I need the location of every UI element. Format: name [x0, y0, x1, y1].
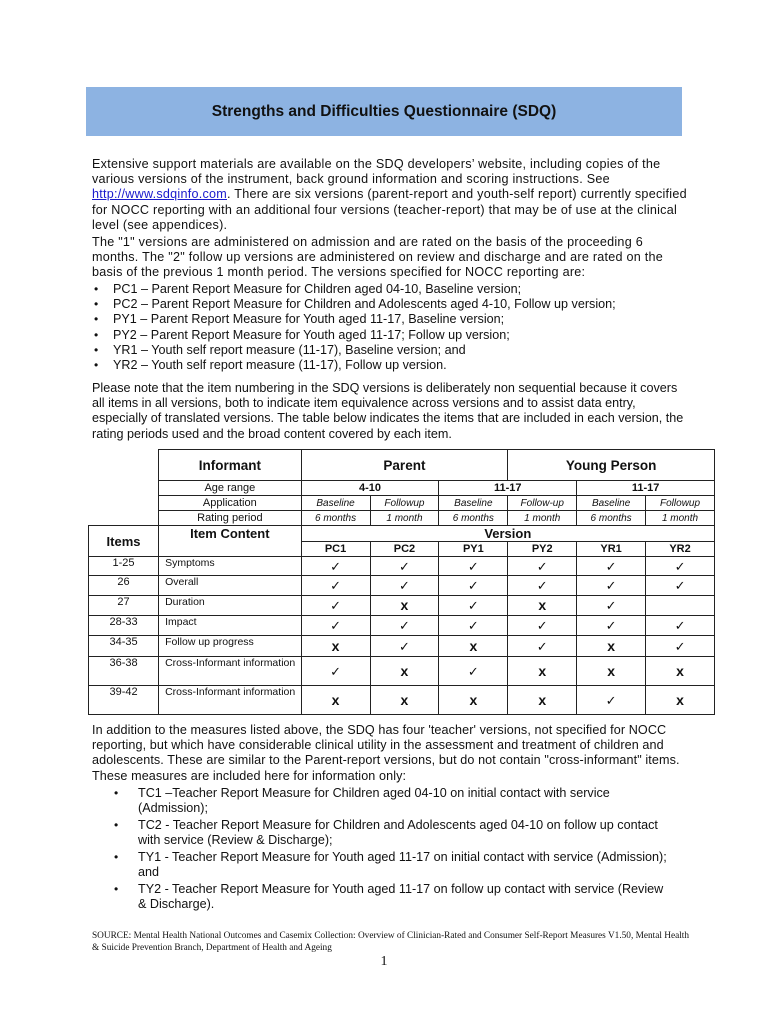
- x-mark-icon: x: [370, 657, 439, 686]
- x-mark-icon: x: [301, 636, 370, 657]
- table-row: [89, 557, 715, 576]
- rating-period-cell: 1 month: [646, 511, 715, 526]
- check-mark-icon: ✓: [646, 636, 715, 657]
- item-content-cell: Follow up progress: [159, 636, 302, 657]
- x-mark-icon: x: [577, 657, 646, 686]
- check-mark-icon: ✓: [646, 557, 715, 576]
- list-item: • YR1 – Youth self report measure (11-17), Baseline version; and: [92, 343, 702, 358]
- x-mark-icon: x: [439, 686, 508, 715]
- list-item: • PC1 – Parent Report Measure for Children aged 04-10, Baseline version;: [92, 282, 702, 297]
- item-rows: [89, 557, 715, 715]
- check-mark-icon: ✓: [439, 576, 508, 596]
- list-item: • TC1 –Teacher Report Measure for Children aged 04-10 on initial contact with service (Admission);: [110, 786, 670, 816]
- check-mark-icon: ✓: [508, 557, 577, 576]
- item-content-cell: Symptoms: [159, 557, 302, 576]
- check-mark-icon: ✓: [439, 557, 508, 576]
- item-content-cell: Duration: [159, 596, 302, 616]
- informant-header: Informant: [159, 450, 302, 481]
- intro-text: Extensive support materials are available on the SDQ developers’ website, including copies of the various versions of the instrument, back ground information and scoring instructions. See: [92, 157, 661, 187]
- sdq-version-table: [88, 449, 715, 715]
- check-mark-icon: ✓: [577, 686, 646, 715]
- check-mark-icon: ✓: [646, 616, 715, 636]
- version-code-py2: PY2: [508, 542, 577, 557]
- x-mark-icon: x: [646, 686, 715, 715]
- version-code-py1: PY1: [439, 542, 508, 557]
- table-row: [89, 657, 715, 686]
- check-mark-icon: ✓: [646, 576, 715, 596]
- check-mark-icon: ✓: [577, 616, 646, 636]
- check-mark-icon: ✓: [301, 596, 370, 616]
- version-code-yr2: YR2: [646, 542, 715, 557]
- version-header: Version: [301, 526, 714, 542]
- check-mark-icon: ✓: [370, 636, 439, 657]
- x-mark-icon: x: [508, 596, 577, 616]
- item-numbering-note: Please note that the item numbering in the SDQ versions is deliberately non sequential because it covers all items in all versions, both to indicate item equivalence across versions and to assist data entry, especially of translated versions. The table below indicates the items that are included in each version, the rating periods used and the broad content covered by each item.: [92, 381, 684, 441]
- intro-paragraph-1: [92, 157, 692, 233]
- items-header: Items: [89, 526, 159, 557]
- application-cell: Baseline: [577, 496, 646, 511]
- item-content-cell: Cross-Informant information: [159, 686, 302, 715]
- sdqinfo-link[interactable]: http://www.sdqinfo.com: [92, 187, 227, 202]
- x-mark-icon: x: [508, 686, 577, 715]
- list-item: • YR2 – Youth self report measure (11-17), Follow up version.: [92, 358, 702, 373]
- application-cell: Baseline: [301, 496, 370, 511]
- age-range-cell: 11-17: [577, 481, 715, 496]
- intro-paragraph-2: The "1" versions are administered on admission and are rated on the basis of the proceeding 6 months. The "2" follow up versions are administered on review and discharge and are rated on the basis of the previous 1 month period. The versions specified for NOCC reporting are:: [92, 235, 664, 280]
- blank-cell: [89, 450, 159, 481]
- age-range-cell: 11-17: [439, 481, 577, 496]
- title-banner: [86, 87, 682, 136]
- rating-period-cell: 6 months: [301, 511, 370, 526]
- application-cell: Followup: [646, 496, 715, 511]
- list-item: • PY1 – Parent Report Measure for Youth aged 11-17, Baseline version;: [92, 312, 702, 327]
- version-code-pc2: PC2: [370, 542, 439, 557]
- version-code-pc1: PC1: [301, 542, 370, 557]
- check-mark-icon: ✓: [439, 616, 508, 636]
- page-title: Strengths and Difficulties Questionnaire (SDQ): [211, 102, 557, 120]
- check-mark-icon: ✓: [370, 616, 439, 636]
- table-row: [89, 576, 715, 596]
- check-mark-icon: ✓: [370, 576, 439, 596]
- list-item: • TY2 - Teacher Report Measure for Youth aged 11-17 on follow up contact with service (Review & Discharge).: [110, 882, 670, 912]
- blank-cell: [89, 481, 159, 496]
- item-number-cell: 27: [89, 596, 159, 616]
- x-mark-icon: x: [646, 657, 715, 686]
- check-mark-icon: ✓: [508, 636, 577, 657]
- check-mark-icon: ✓: [577, 576, 646, 596]
- blank-cell: [89, 496, 159, 511]
- page-number: 1: [380, 954, 388, 969]
- item-content-cell: Impact: [159, 616, 302, 636]
- check-mark-icon: ✓: [577, 557, 646, 576]
- rating-period-cell: 6 months: [577, 511, 646, 526]
- check-mark-icon: ✓: [439, 596, 508, 616]
- x-mark-icon: x: [301, 686, 370, 715]
- teacher-version-list: [110, 786, 670, 914]
- x-mark-icon: x: [439, 636, 508, 657]
- x-mark-icon: x: [508, 657, 577, 686]
- empty-cell: [646, 596, 715, 616]
- rating-period-cell: 1 month: [370, 511, 439, 526]
- item-number-cell: 39-42: [89, 686, 159, 715]
- item-number-cell: 26: [89, 576, 159, 596]
- item-content-cell: Cross-Informant information: [159, 657, 302, 686]
- intro-text-continued: . There are six versions (parent-report and youth-self report) currently specified for NOCC reporting with an additional four versions (teacher-report) that may be of use at the clinical level (see appendices).: [92, 187, 687, 232]
- check-mark-icon: ✓: [370, 557, 439, 576]
- check-mark-icon: ✓: [301, 657, 370, 686]
- rating-period-cell: 6 months: [439, 511, 508, 526]
- table-row: [89, 596, 715, 616]
- x-mark-icon: x: [370, 596, 439, 616]
- application-cell: Baseline: [439, 496, 508, 511]
- application-cell: Followup: [370, 496, 439, 511]
- version-code-yr1: YR1: [577, 542, 646, 557]
- item-number-cell: 36-38: [89, 657, 159, 686]
- table-row: [89, 636, 715, 657]
- application-cell: Follow-up: [508, 496, 577, 511]
- list-item: • PY2 – Parent Report Measure for Youth aged 11-17; Follow up version;: [92, 328, 702, 343]
- list-item: • PC2 – Parent Report Measure for Children and Adolescents aged 4-10, Follow up version;: [92, 297, 702, 312]
- table-row: [89, 686, 715, 715]
- item-number-cell: 28-33: [89, 616, 159, 636]
- parent-header: Parent: [301, 450, 508, 481]
- table-row: [89, 616, 715, 636]
- item-number-cell: 1-25: [89, 557, 159, 576]
- source-footnote: SOURCE: Mental Health National Outcomes and Casemix Collection: Overview of Clinician-Rated and Consumer Self-Report Measures V1.50, Mental Health & Suicide Prevention Branch, Department of Health and Ageing: [92, 931, 690, 953]
- age-range-label: Age range: [159, 481, 302, 496]
- item-content-header: Item Content: [159, 526, 302, 557]
- x-mark-icon: x: [577, 636, 646, 657]
- blank-cell: [89, 511, 159, 526]
- list-item: • TC2 - Teacher Report Measure for Children and Adolescents aged 04-10 on follow up contact with service (Review & Discharge);: [110, 818, 670, 848]
- check-mark-icon: ✓: [301, 557, 370, 576]
- rating-period-label: Rating period: [159, 511, 302, 526]
- list-item: • TY1 - Teacher Report Measure for Youth aged 11-17 on initial contact with service (Admission); and: [110, 850, 670, 880]
- item-number-cell: 34-35: [89, 636, 159, 657]
- rating-period-cell: 1 month: [508, 511, 577, 526]
- young-person-header: Young Person: [508, 450, 715, 481]
- application-label: Application: [159, 496, 302, 511]
- age-range-cell: 4-10: [301, 481, 439, 496]
- item-content-cell: Overall: [159, 576, 302, 596]
- check-mark-icon: ✓: [301, 576, 370, 596]
- nocc-version-list: [92, 282, 702, 373]
- check-mark-icon: ✓: [508, 616, 577, 636]
- teacher-versions-intro: In addition to the measures listed above, the SDQ has four 'teacher' versions, not specified for NOCC reporting, but which have considerable clinical utility in the assessment and treatment of children and adolescents. These are similar to the Parent-report versions, but do not contain "cross-informant" items. These measures are included here for information only:: [92, 723, 680, 783]
- check-mark-icon: ✓: [301, 616, 370, 636]
- check-mark-icon: ✓: [439, 657, 508, 686]
- check-mark-icon: ✓: [508, 576, 577, 596]
- x-mark-icon: x: [370, 686, 439, 715]
- check-mark-icon: ✓: [577, 596, 646, 616]
